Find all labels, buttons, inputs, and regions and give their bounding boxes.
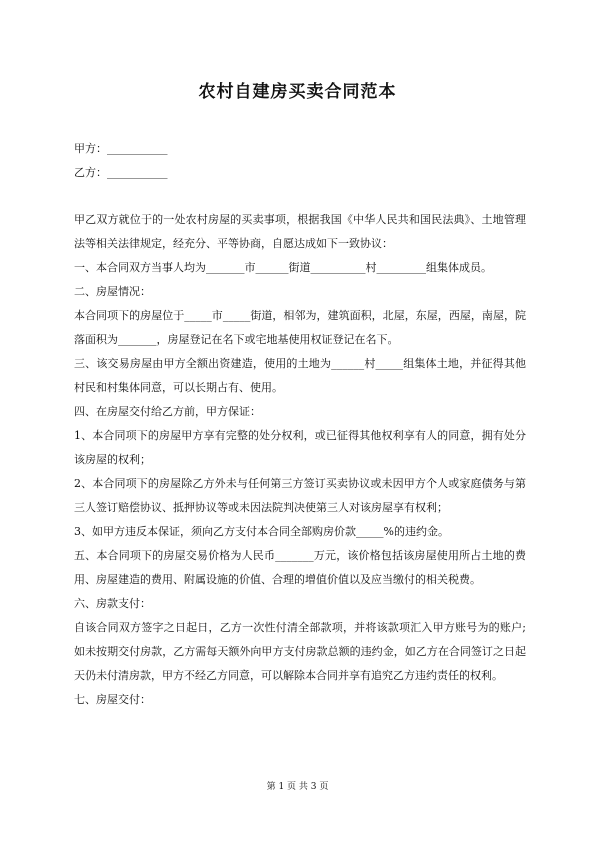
paragraph-house-details: 本合同项下的房屋位于_____市_____街道，相邻为，建筑面积，北屋，东屋，西屋，南屋，院落面积为_______，房屋登记在名下或宅地基使用权证登记在名下。 <box>74 309 526 346</box>
party-b-line: 乙方：___________ <box>74 166 168 179</box>
contract-body <box>74 208 526 712</box>
paragraph-clause-2-heading: 二、房屋情况： <box>74 285 151 298</box>
paragraph-guarantee-2: 2、本合同项下的房屋除乙方外未与任何第三方签订买卖协议或未因甲方个人或家庭债务与第三人签订赔偿协议、抵押协议等或未因法院判决使第三人对该房屋享有权利； <box>74 477 526 514</box>
paragraph-guarantee-3: 3、如甲方违反本保证，须向乙方支付本合同全部购房价款_____%的违约金。 <box>74 525 449 538</box>
paragraph-clause-3: 三、该交易房屋由甲方全额出资建造，使用的土地为______村_____组集体土地，并征得其他村民和村集体同意，可以长期占有、使用。 <box>74 357 526 394</box>
paragraph-guarantee-1: 1、本合同项下的房屋甲方享有完整的处分权利，或已征得其他权利享有人的同意，拥有处分该房屋的权利； <box>74 429 526 466</box>
paragraph-preamble: 甲乙双方就位于的一处农村房屋的买卖事项，根据我国《中华人民共和国民法典》、土地管理法等相关法律规定，经充分、平等协商，自愿达成如下一致协议： <box>74 213 526 250</box>
party-a-line: 甲方：___________ <box>74 142 168 155</box>
paragraph-clause-5: 五、本合同项下的房屋交易价格为人民币_______万元，该价格包括该房屋使用所占土地的费用、房屋建造的费用、附属设施的价值、合理的增值价值以及应当缴付的相关税费。 <box>74 549 526 586</box>
paragraph-clause-7-heading: 七、房屋交付： <box>74 693 151 706</box>
paragraph-clause-1: 一、本合同双方当事人均为_______市______街道__________村_________组集体成员。 <box>74 261 492 274</box>
paragraph-clause-6-heading: 六、房款支付： <box>74 597 151 610</box>
document-title: 农村自建房买卖合同范本 <box>198 82 397 102</box>
page-footer: 第 1 页 共 3 页 <box>266 782 329 792</box>
paragraph-clause-4-heading: 四、在房屋交付给乙方前，甲方保证： <box>74 405 261 418</box>
paragraph-payment: 自该合同双方签字之日起日，乙方一次性付清全部款项，并将该款项汇入甲方账号为的账户;如未按期交付房款，乙方需每天额外向甲方支付房款总额的违约金，如乙方在合同签订之日起天仍未付清房款，甲方不经乙方同意，可以解除本合同并享有追究乙方违约责任的权利。 <box>74 621 526 682</box>
